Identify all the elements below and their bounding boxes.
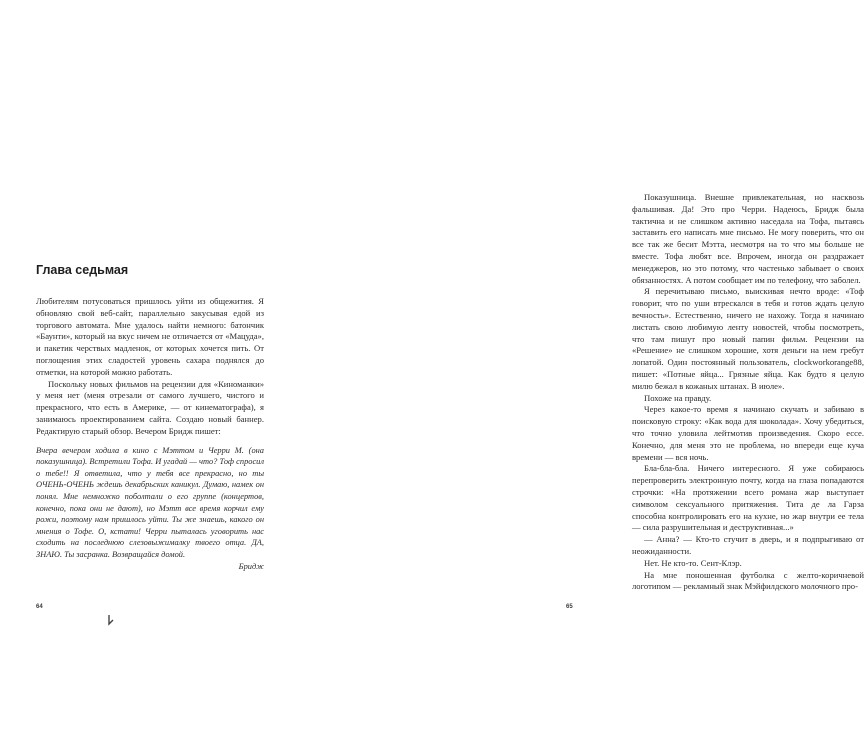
letter-signature: Бридж	[238, 561, 264, 571]
right-text-column	[632, 192, 864, 593]
paragraph: Бла-бла-бла. Ничего интересного. Я уже собираюсь перепроверить электронную почту, когда на глаза попадаются строчки: «На протяжении всего романа жар выступает символом сексуального притяжения. Тита де ла Гарза способна контролировать его на кухне, но жар внутри ее тела — сила разрушительная и деструктивная...»	[632, 463, 864, 533]
paragraph: — Анна? — Кто-то стучит в дверь, и я подпрыгиваю от неожиданности.	[632, 534, 864, 556]
paragraph: Я перечитываю письмо, выискивая нечто вроде: «Тоф говорит, что по уши втрескался в тебя и готов ждать целую вечность». Естественно, ничего не нахожу. Тогда я начинаю листать свою любимую ленту новостей, чтобы посмотреть, что там пишут про новый папин фильм. Рецензии на «Решение» не слишком хорошие, хотя деньги на нем гребут лопатой. Один постоянный пользователь, clockworkorange88, пишет: «Потные яйца... Грязные яйца. Как будто я целую милю бежал в кожаных штанах. В июле».	[632, 286, 864, 391]
paragraph: Через какое-то время я начинаю скучать и забиваю в поисковую строку: «Как вода для шоколада». Хочу убедиться, что точно уловила лейтмотив произведения. Скоро ессе. Конечно, для меня это не проблема, но впереди еще куча времени — вся ночь.	[632, 404, 864, 462]
left-page	[0, 0, 300, 750]
right-page	[300, 0, 864, 750]
letter-text: Вчера вечером ходила в кино с Мэттом и Черри М. (она показушница). Встретили Тофа. И угадай — что? Тоф спросил о тебе!! Я ответила, что у тебя все прекрасно, но ты ОЧЕНЬ-ОЧЕНЬ ждешь декабрьских каникул. Думаю, намек он понял. Мне немножко поболтали о его группе (концертов, конечно, пока они не дают), но Мэтт все время корчил ему рожи, поэтому нам пришлось уйти. Ты же знаешь, какого он мнения о Тофе. О, кстати! Черри пыталась уговорить нас сходить на последнюю слезовыжималку твоего отца. ДА, ЗНАЮ. Ты засранка. Возвращайся домой.	[36, 445, 264, 559]
left-text-column	[36, 296, 264, 572]
paragraph: Показушница. Внешне привлекательная, но насквозь фальшивая. Да! Это про Черри. Надеюсь, Бридж была тактична и не слишком активно наседала на Тофа, пытаясь заставить его написать мне письмо. Не могу поверить, что он все так же бесит Мэтта, несмотря на то что мы больше не вместе. Тофа любят все. Впрочем, иногда он раздражает менеджеров, но это потому, что частенько забывает о своих обязанностях. А потом сообщает им по телефону, что заболел.	[632, 192, 864, 285]
paragraph: Поскольку новых фильмов на рецензии для «Киноманки» у меня нет (меня отрезали от самого лучшего, чистого и прекрасного, что есть в Америке, — от кинематографа), я занимаюсь проектированием сайта. Создаю новый баннер. Редактирую старый обзор. Вечером Бридж пишет:	[36, 378, 264, 436]
page-number-right: 65	[566, 604, 573, 610]
chapter-title: Глава седьмая	[36, 263, 129, 277]
letter-quote	[36, 445, 264, 561]
paragraph: На мне поношенная футболка с желто-коричневой логотипом — рекламный знак Мэйфилдского молочного про-	[632, 569, 864, 592]
paragraph: Похоже на правду.	[644, 392, 712, 403]
paragraph: Нет. Не кто-то. Сент-Клэр.	[644, 557, 742, 568]
paragraph: Любителям потусоваться пришлось уйти из общежития. Я обновляю свой веб-сайт, параллельно закусывая едой из торгового автомата. Мне удалось найти немного: батончик «Баунти», который на вкус ничем не отличается от «Мацуда», и пакетик черствых мадленок, от которых хочется пить. От поглощения этих сладостей уровень сахара поднялся до отметки, на которой можно работать.	[36, 296, 264, 377]
bookmark-mark-icon	[106, 614, 116, 626]
page-number-left: 64	[36, 604, 43, 610]
